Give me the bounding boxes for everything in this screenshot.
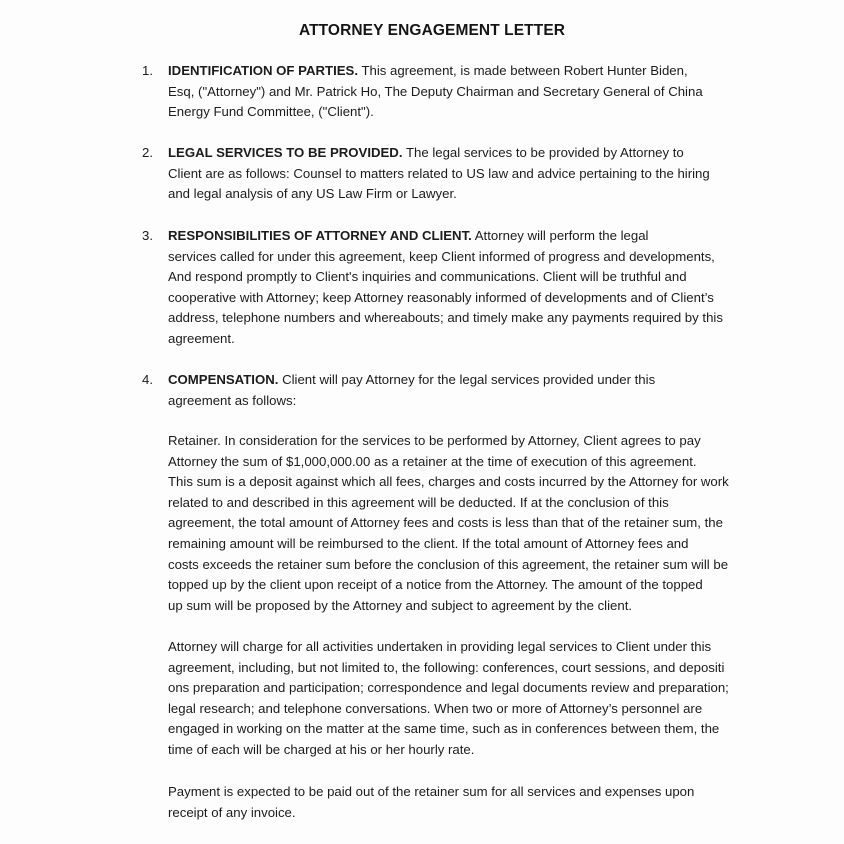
section-number: 1. (142, 63, 153, 78)
section-line: and legal analysis of any US Law Firm or Lawyer. (168, 186, 457, 202)
section-line: The legal services to be provided by Attorney to (405, 145, 684, 160)
paragraph-line: This sum is a deposit against which all fees, charges and costs incurred by the Attorney for work (168, 474, 729, 490)
payment-paragraph (168, 782, 768, 823)
section-first-line (168, 143, 762, 164)
section-line: Attorney will perform the legal (474, 228, 649, 243)
section-first-line (168, 370, 762, 391)
paragraph-line: Attorney the sum of $1,000,000.00 as a retainer at the time of execution of this agreement. (168, 453, 697, 469)
section-line: This agreement, is made between Robert Hunter Biden, (361, 63, 688, 78)
section-line: And respond promptly to Client's inquiries and communications. Client will be truthful and (168, 269, 687, 285)
paragraph-line: ons preparation and participation; correspondence and legal documents review and preparation; (168, 680, 729, 696)
section-line: address, telephone numbers and whereabouts; and timely make any payments required by this (168, 310, 723, 326)
section-responsibilities (142, 226, 762, 350)
paragraph-line: up sum will be proposed by the Attorney and subject to agreement by the client. (168, 597, 633, 613)
paragraph-line: Retainer. In consideration for the services to be performed by Attorney, Client agrees to pay (168, 433, 701, 448)
section-line: services called for under this agreement, keep Client informed of progress and developments, (168, 248, 715, 264)
paragraph-line: costs exceeds the retainer sum before the conclusion of this agreement, the retainer sum will be (168, 556, 729, 572)
paragraph-line: remaining amount will be reimbursed to the client. If the total amount of Attorney fees and (168, 535, 689, 551)
section-line: Energy Fund Committee, ("Client"). (168, 104, 374, 120)
section-heading: IDENTIFICATION OF PARTIES. (168, 63, 358, 78)
section-line: agreement. (168, 330, 235, 346)
paragraph-line: agreement, including, but not limited to, the following: conferences, court sessions, and depositi (168, 659, 725, 675)
section-legal-services (142, 143, 762, 205)
document-title: ATTORNEY ENGAGEMENT LETTER (298, 22, 566, 39)
section-heading: LEGAL SERVICES TO BE PROVIDED. (168, 145, 403, 160)
section-number: 3. (142, 228, 153, 243)
section-line: agreement as follows: (168, 392, 297, 408)
paragraph-line: receipt of any invoice. (168, 804, 296, 820)
section-heading: COMPENSATION. (168, 372, 279, 387)
section-first-line (168, 61, 762, 82)
paragraph-line: related to and described in this agreement will be deducted. If at the conclusion of this (168, 494, 669, 510)
paragraph-line: engaged in working on the matter at the same time, such as in conferences between them, the (168, 721, 720, 737)
section-number: 2. (142, 145, 153, 160)
section-heading: RESPONSIBILITIES OF ATTORNEY AND CLIENT. (168, 228, 472, 243)
paragraph-line: agreement, the total amount of Attorney fees and costs is less than that of the retainer sum, the (168, 515, 723, 531)
section-number: 4. (142, 372, 153, 387)
paragraph-line: Payment is expected to be paid out of the retainer sum for all services and expenses upon (168, 784, 695, 799)
section-line: cooperative with Attorney; keep Attorney reasonably informed of developments and of Client’s (168, 289, 714, 305)
paragraph-line: time of each will be charged at his or her hourly rate. (168, 741, 475, 757)
charges-paragraph (168, 637, 768, 761)
paragraph-line: topped up by the client upon receipt of a notice from the Attorney. The amount of the topped (168, 577, 703, 593)
section-line: Client are as follows: Counsel to matters related to US law and advice pertaining to the hiring (168, 165, 710, 181)
section-first-line (168, 226, 762, 247)
section-identification-of-parties (142, 61, 762, 123)
section-line: Esq, ("Attorney") and Mr. Patrick Ho, The Deputy Chairman and Secretary General of China (168, 83, 703, 99)
section-line: Client will pay Attorney for the legal services provided under this (282, 372, 656, 387)
retainer-paragraph (168, 431, 768, 616)
paragraph-line: legal research; and telephone conversations. When two or more of Attorney’s personnel are (168, 700, 703, 716)
section-compensation (142, 370, 762, 411)
paragraph-line: Attorney will charge for all activities undertaken in providing legal services to Client under this (168, 639, 712, 654)
